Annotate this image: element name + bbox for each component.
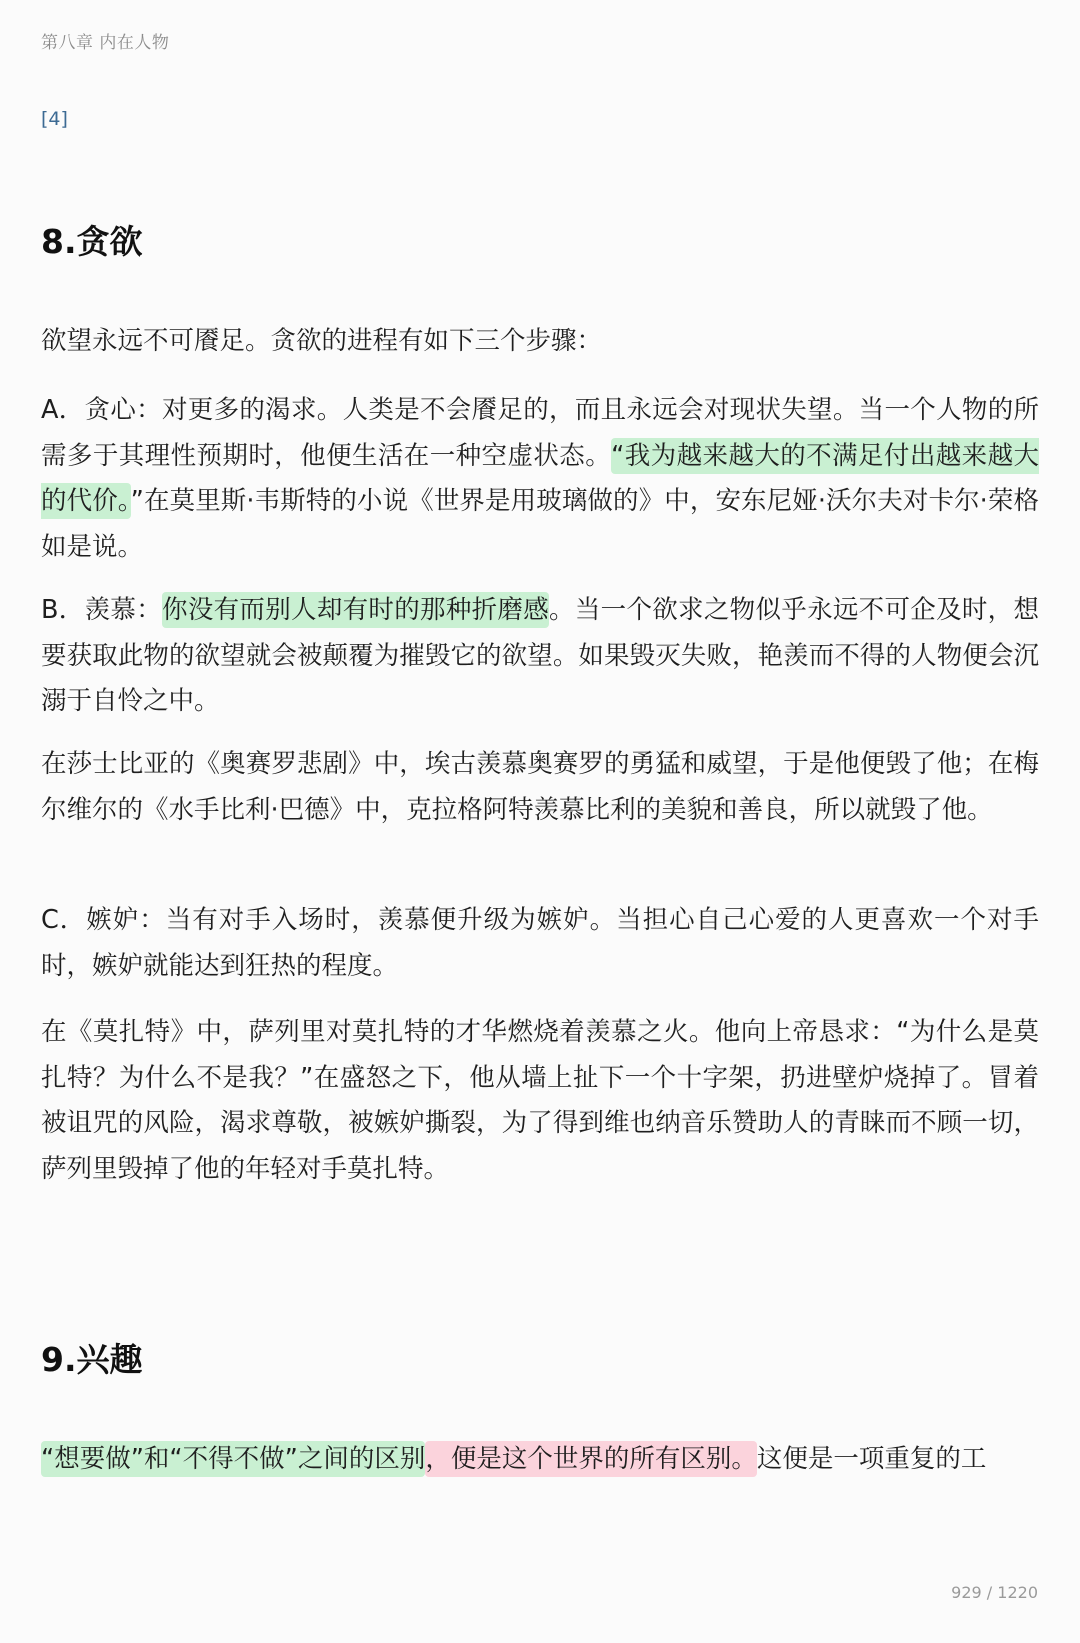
paragraph-shakespeare xyxy=(41,742,1039,833)
highlight-green[interactable]: “我为越来越大的不满足付出越来越大的代价。 xyxy=(41,438,1039,520)
paragraph-text: B．羡慕： xyxy=(41,595,163,625)
paragraph-mozart xyxy=(41,1010,1039,1192)
paragraph-text: C．嫉妒：当有对手入场时，羡慕便升级为嫉妒。当担心自己心爱的人更喜欢一个对手时，嫉妒就能达到狂热的程度。 xyxy=(41,905,1039,981)
section-heading-greed: 8.贪欲 xyxy=(41,222,143,261)
paragraph-interest xyxy=(41,1437,1039,1483)
footnote-reference-link[interactable]: [4] xyxy=(41,108,68,130)
paragraph-text: 在《莫扎特》中，萨列里对莫扎特的才华燃烧着羡慕之火。他向上帝恳求：“为什么是莫扎特？为什么不是我？”在盛怒之下，他从墙上扯下一个十字架，扔进壁炉烧掉了。冒着被诅咒的风险，渴求尊敬，被嫉妒撕裂，为了得到维也纳音乐赞助人的青睐而不顾一切，萨列里毁掉了他的年轻对手莫扎特。 xyxy=(41,1017,1039,1184)
section-heading-interest: 9.兴趣 xyxy=(41,1340,143,1379)
highlight-green[interactable]: 你没有而别人却有时的那种折磨感 xyxy=(162,592,549,628)
highlight-green[interactable]: “想要做”和“不得不做”之间的区别 xyxy=(41,1441,425,1477)
paragraph-text: ”在莫里斯·韦斯特的小说《世界是用玻璃做的》中，安东尼娅·沃尔夫对卡尔·荣格如是说。 xyxy=(41,486,1039,562)
page-counter: 929 / 1220 xyxy=(951,1583,1038,1602)
paragraph-text: A．贪心：对更多的渴求。人类是不会餍足的，而且永远会对现状失望。当一个人物的所需多于其理性预期时，他便生活在一种空虚状态。 xyxy=(41,395,1039,471)
paragraph-text: 这便是一项重复的工 xyxy=(756,1444,987,1474)
highlight-pink[interactable]: ，便是这个世界的所有区别。 xyxy=(425,1441,757,1477)
paragraph-text: 欲望永远不可餍足。贪欲的进程有如下三个步骤： xyxy=(41,326,603,356)
chapter-title: 第八章 内在人物 xyxy=(41,33,170,53)
paragraph-text: 。当一个欲求之物似乎永远不可企及时，想要获取此物的欲望就会被颠覆为摧毁它的欲望。如果毁灭失败，艳羡而不得的人物便会沉溺于自怜之中。 xyxy=(41,595,1039,716)
paragraph-avarice xyxy=(41,388,1039,570)
paragraph-envy xyxy=(41,588,1039,725)
paragraph-text: 在莎士比亚的《奥赛罗悲剧》中，埃古羡慕奥赛罗的勇猛和威望，于是他便毁了他；在梅尔维尔的《水手比利·巴德》中，克拉格阿特羡慕比利的美貌和善良，所以就毁了他。 xyxy=(41,749,1039,825)
paragraph-jealousy xyxy=(41,898,1039,989)
paragraph-greed-intro xyxy=(41,319,1039,365)
